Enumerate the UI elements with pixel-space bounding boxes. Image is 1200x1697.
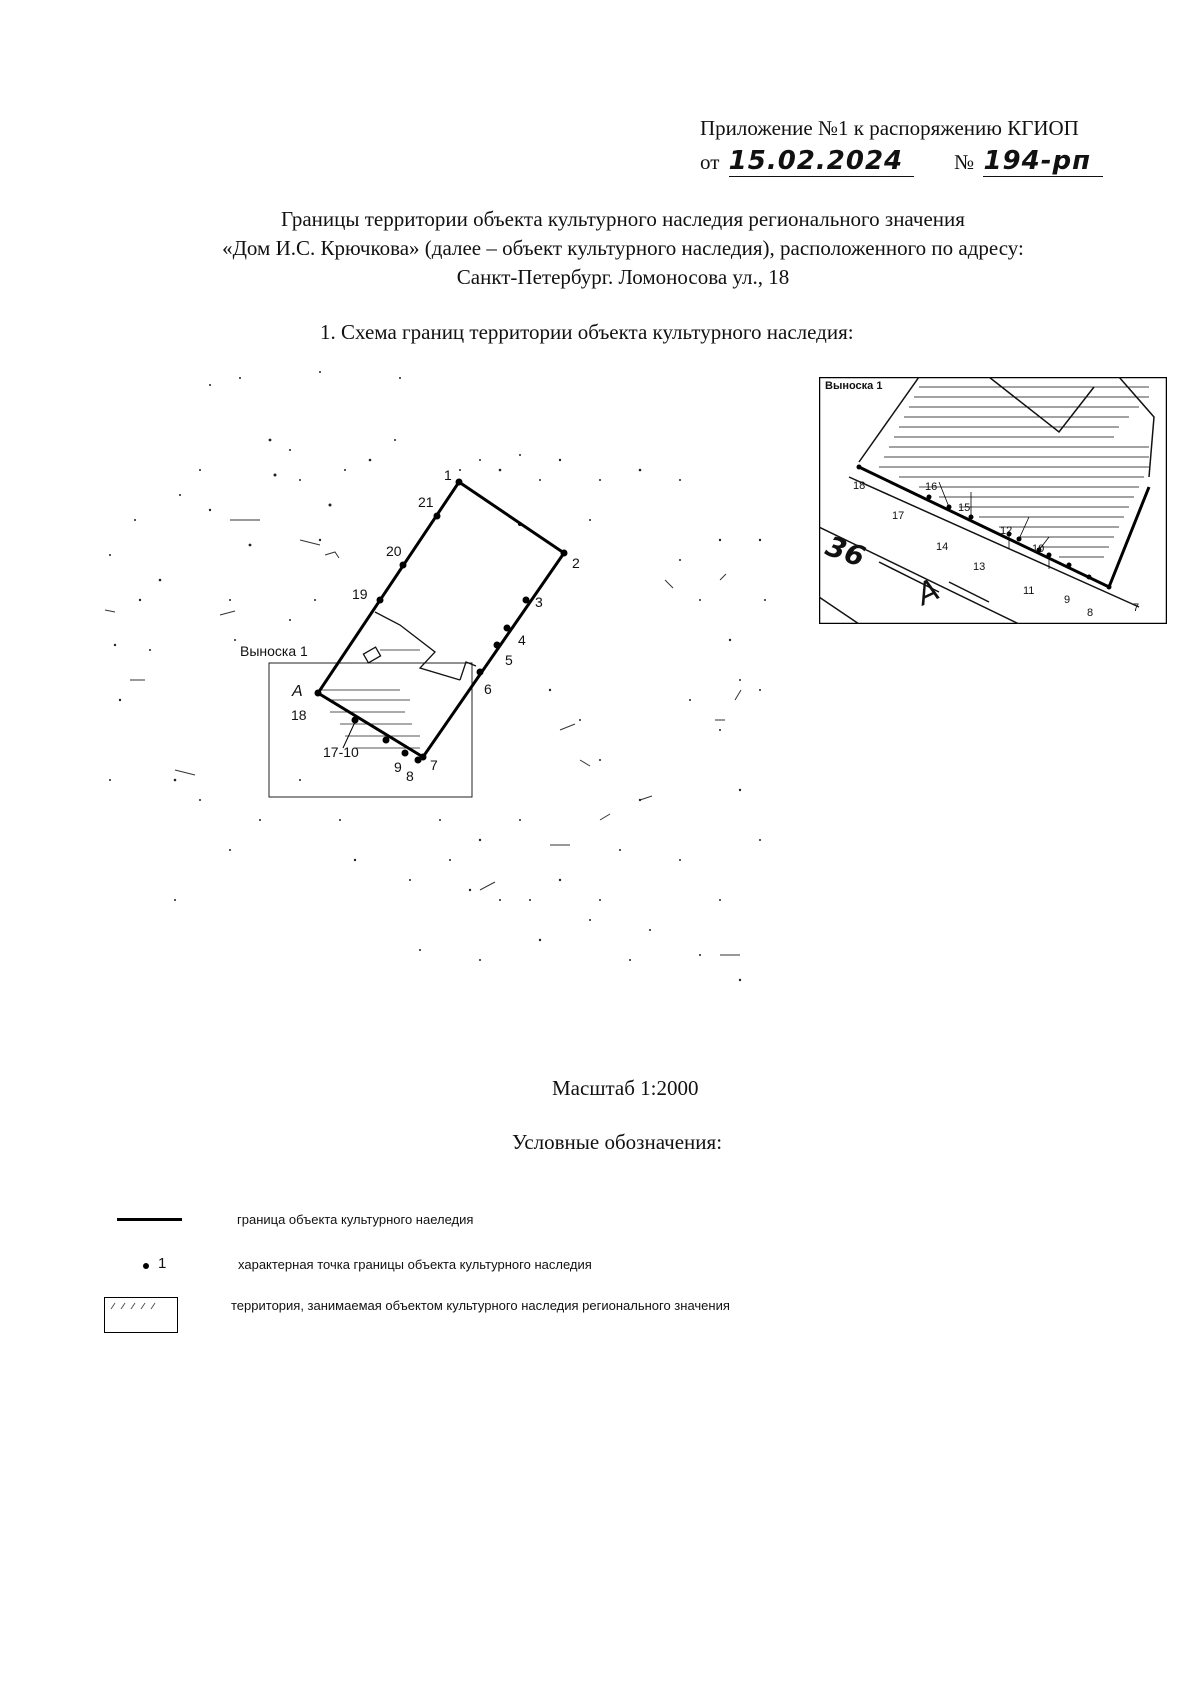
legend-line-symbol xyxy=(117,1218,182,1221)
inset-point-16: 16 xyxy=(925,481,938,493)
point-label-1: 1 xyxy=(444,467,452,483)
title-line-2: «Дом И.С. Крючкова» (далее – объект культурного наследия), расположенного по адресу: xyxy=(222,236,1024,260)
inset-point-11: 11 xyxy=(1023,585,1035,597)
point-label-3: 3 xyxy=(535,594,543,610)
point-label-8: 8 xyxy=(406,768,414,784)
legend-box-symbol xyxy=(104,1297,178,1333)
inset-point-17: 17 xyxy=(892,510,905,522)
point-label-18: 18 xyxy=(291,707,307,723)
inset-point-12: 12 xyxy=(1000,525,1013,537)
inset-point-8: 8 xyxy=(1087,607,1094,619)
inset-point-7: 7 xyxy=(1133,602,1140,614)
legend-heading: Условные обозначения: xyxy=(512,1130,723,1154)
date-row xyxy=(700,146,1103,177)
legend-point-label: характерная точка границы объекта культурного наследия xyxy=(238,1257,592,1272)
title-line-3: Санкт-Петербург. Ломоносова ул., 18 xyxy=(456,265,790,289)
building-hatching xyxy=(320,650,420,748)
legend-point-number: 1 xyxy=(158,1255,167,1272)
point-label-7: 7 xyxy=(430,757,438,773)
legend-line-label: граница объекта культурного наеледия xyxy=(237,1212,474,1227)
scale-text: Масштаб 1:2000 xyxy=(552,1076,699,1100)
number-prefix: № xyxy=(954,150,975,174)
legend-point-symbol xyxy=(143,1263,149,1269)
legend-box-hatch xyxy=(109,1301,181,1311)
point-label-20: 20 xyxy=(386,543,402,559)
inset-point-9: 9 xyxy=(1064,594,1071,606)
map-callout-label: Выноска 1 xyxy=(240,643,308,659)
number-value: 194-рп xyxy=(983,146,1103,177)
point-label-17-10: 17-10 xyxy=(323,744,359,760)
inset-building-number: 36 xyxy=(821,529,870,574)
section-heading: 1. Схема границ территории объекта культурного наследия: xyxy=(320,320,854,344)
point-label-19: 19 xyxy=(352,586,368,602)
title-line-1: Границы территории объекта культурного наследия регионального значения xyxy=(281,207,965,231)
point-label-5: 5 xyxy=(505,652,513,668)
point-label-6: 6 xyxy=(484,681,492,697)
map-speckle xyxy=(109,371,766,981)
point-label-9: 9 xyxy=(394,759,402,775)
point-label-2: 2 xyxy=(572,555,580,571)
inset-letter: А xyxy=(911,572,945,613)
inset-point-18: 18 xyxy=(853,480,866,492)
inset-point-15: 15 xyxy=(958,502,971,514)
point-label-4: 4 xyxy=(518,632,526,648)
boundary-map xyxy=(95,365,795,1005)
date-value: 15.02.2024 xyxy=(729,146,914,177)
inset-point-14: 14 xyxy=(936,541,949,553)
legend-box-label: территория, занимаемая объектом культурного наследия регионального значения xyxy=(231,1298,730,1313)
map-building-letter: А xyxy=(292,683,303,700)
appendix-line: Приложение №1 к распоряжению КГИОП xyxy=(700,116,1079,140)
point-label-21: 21 xyxy=(418,494,434,510)
map-fragments xyxy=(105,520,741,955)
callout-inset xyxy=(819,377,1167,624)
inset-point-13: 13 xyxy=(973,561,986,573)
date-prefix: от xyxy=(700,150,720,174)
boundary-points xyxy=(315,479,568,764)
inner-building-outline xyxy=(363,612,476,680)
inset-point-10: 10 xyxy=(1032,543,1045,555)
boundary-line xyxy=(318,482,564,757)
inset-label: Выноска 1 xyxy=(825,380,883,392)
